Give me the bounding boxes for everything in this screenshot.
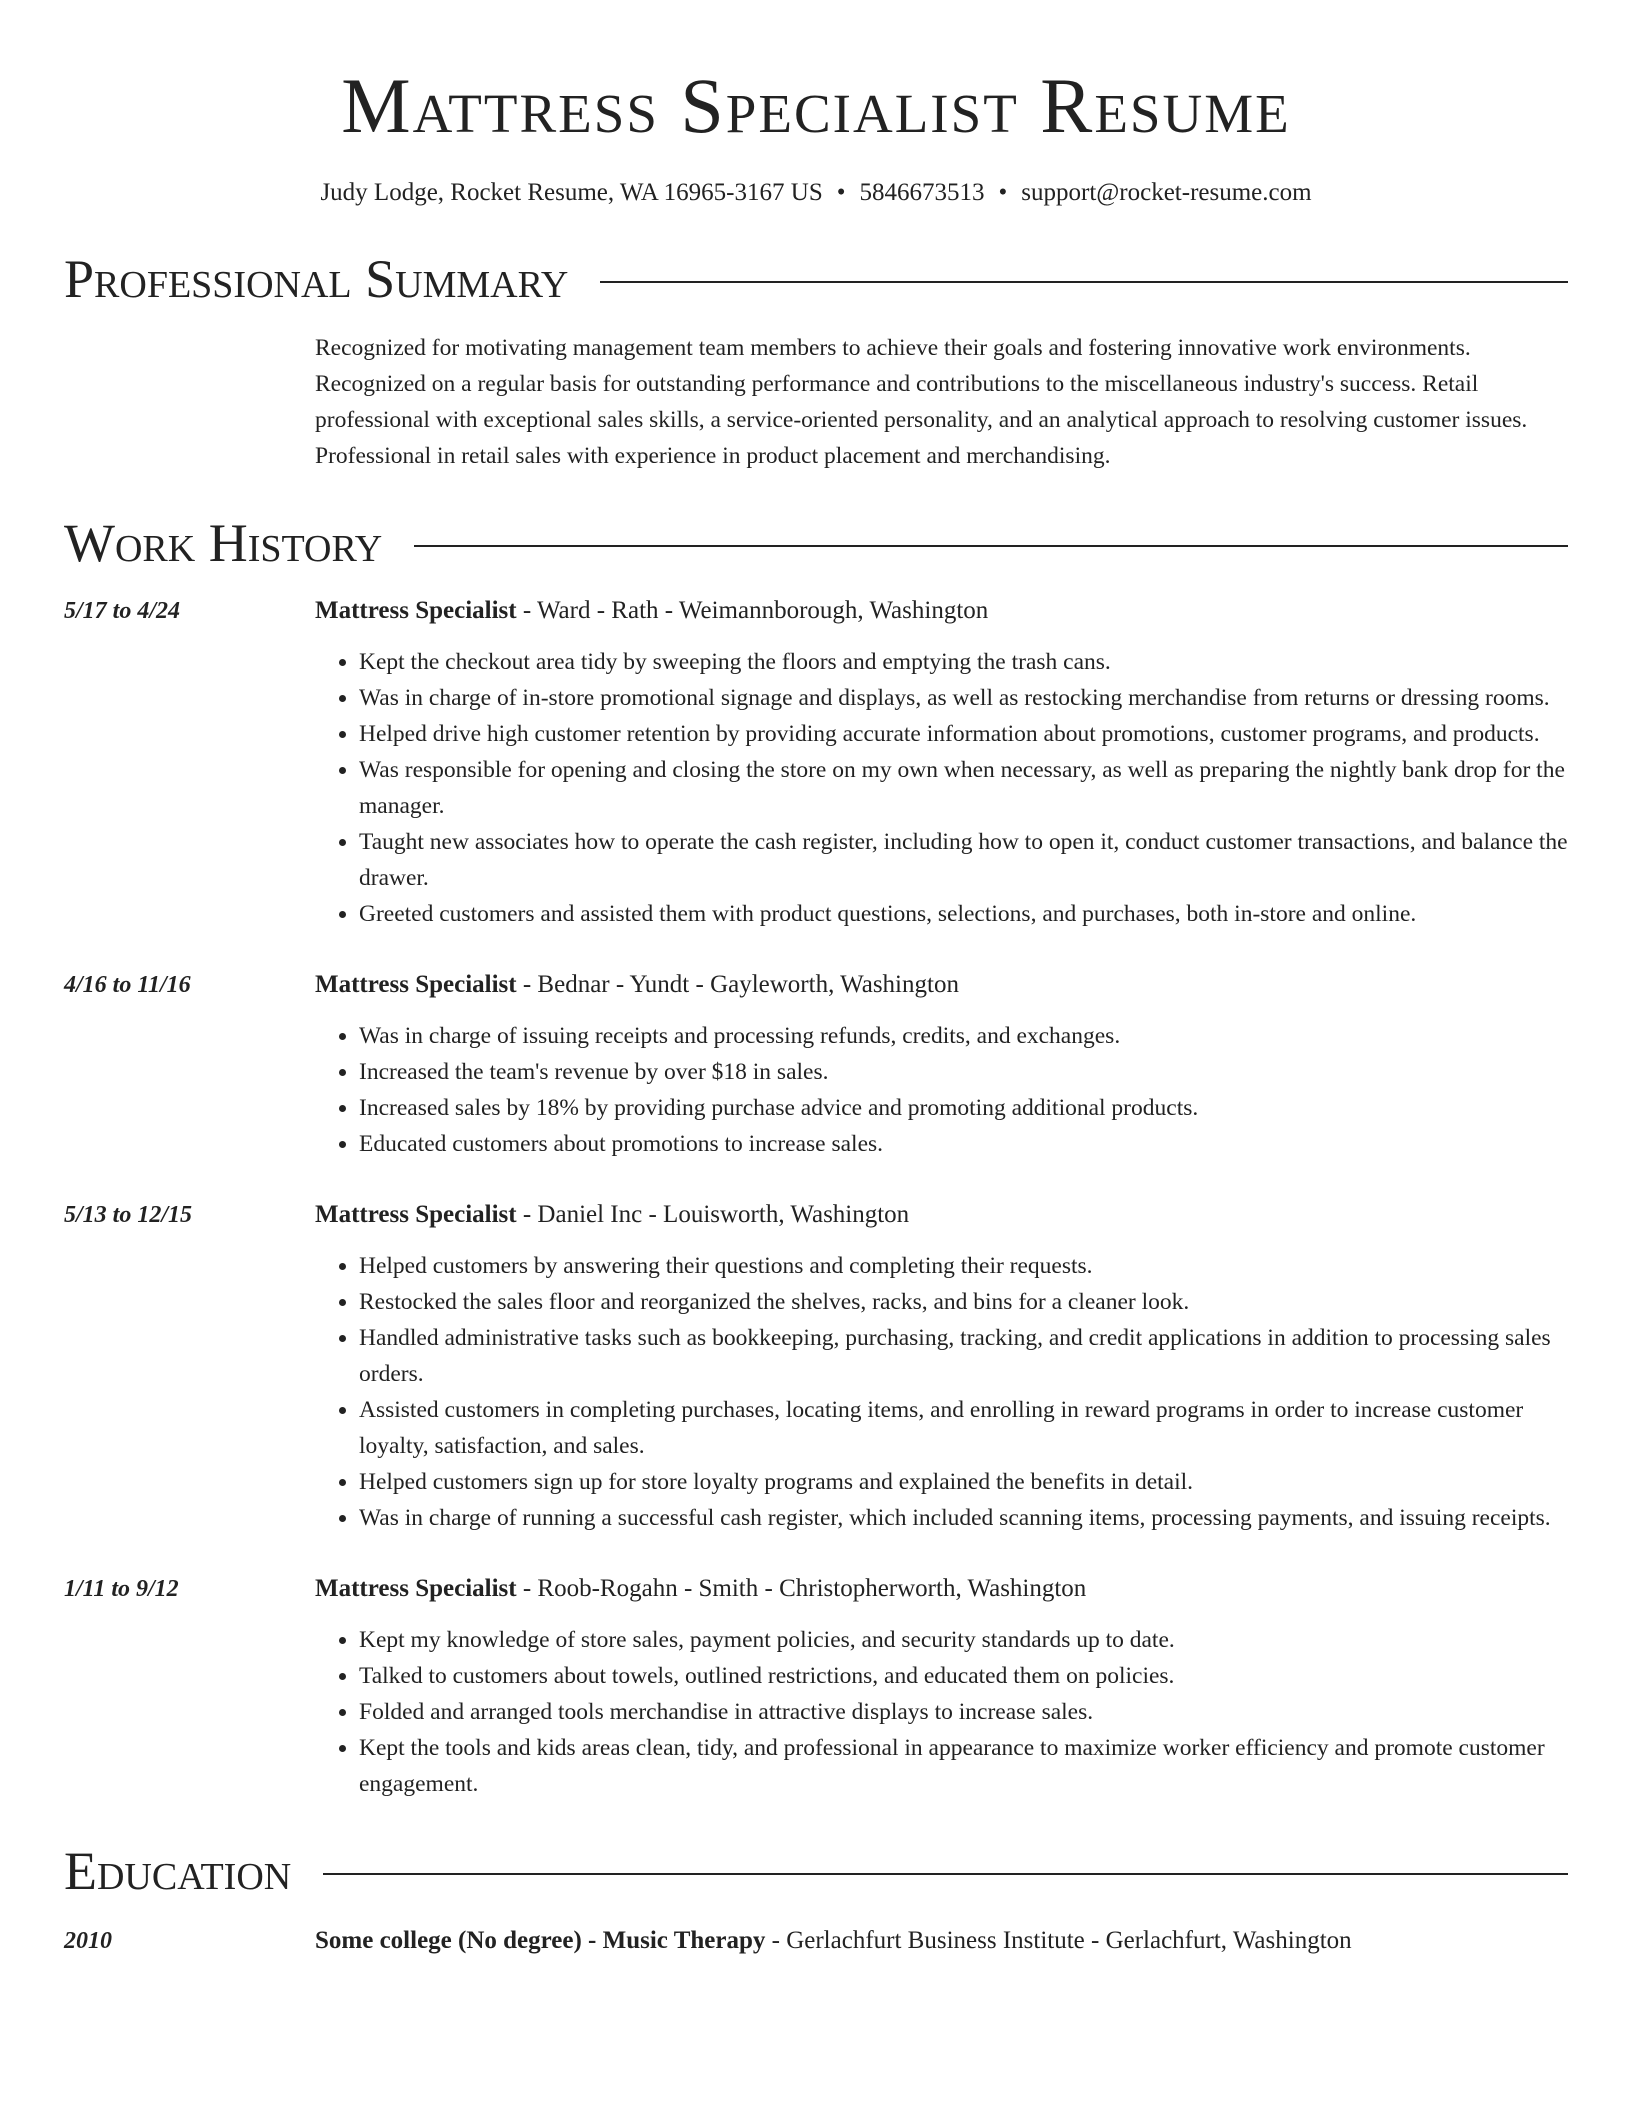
work-section-header: [64, 512, 1568, 574]
job-bullets: [315, 1248, 1568, 1536]
job-dates: 5/13 to 12/15: [64, 1202, 193, 1228]
job-entry: [64, 1198, 1568, 1536]
education-details: - Gerlachfurt Business Institute - Gerlachfurt, Washington: [765, 1927, 1352, 1954]
education-degree: Some college (No degree) - Music Therapy: [315, 1927, 766, 1954]
job-bullet: • Kept the checkout area tidy by sweeping the floors and emptying the trash cans.: [359, 644, 1568, 680]
job-title-line: [315, 1198, 1568, 1232]
summary-text: Recognized for motivating management team members to achieve their goals and fostering innovative work environments. Recognized on a regular basis for outstanding performance and contributions to the miscellaneous industry's success. Retail professional with exceptional sales skills, a service-oriented personality, and an analytical approach to resolving customer issues. Professional in retail sales with experience in product placement and merchandising.: [315, 335, 1528, 469]
education-section-title: Education: [64, 1841, 292, 1901]
job-bullet: • Handled administrative tasks such as bookkeeping, purchasing, tracking, and credit applications in addition to processing sales orders.: [359, 1320, 1568, 1392]
job-title: Mattress Specialist: [315, 1201, 517, 1228]
job-entry: [64, 594, 1568, 932]
job-details: - Ward - Rath - Weimannborough, Washington: [516, 597, 989, 624]
job-bullet: • Was in charge of issuing receipts and processing refunds, credits, and exchanges.: [359, 1018, 1568, 1054]
education-entry: [64, 1924, 1568, 1958]
education-section-header: [64, 1840, 1568, 1902]
job-details: - Roob-Rogahn - Smith - Christopherworth, Washington: [516, 1575, 1087, 1602]
job-bullet: • Kept my knowledge of store sales, payment policies, and security standards up to date.: [359, 1622, 1568, 1658]
section-divider: [414, 545, 1568, 547]
job-body: [315, 1572, 1568, 1802]
job-bullets: [315, 644, 1568, 932]
education-line: [315, 1924, 1352, 1958]
job-entry: [64, 968, 1568, 1162]
contact-line: [64, 176, 1568, 210]
resume-title: Mattress Specialist Resume: [341, 62, 1291, 149]
job-bullet: • Was in charge of in-store promotional signage and displays, as well as restocking merchandise from returns or dressing rooms.: [359, 680, 1568, 716]
job-dates: 4/16 to 11/16: [64, 972, 191, 998]
job-details: - Bednar - Yundt - Gayleworth, Washington: [516, 971, 959, 998]
job-bullet: • Greeted customers and assisted them with product questions, selections, and purchases, both in-store and online.: [359, 896, 1568, 932]
work-history-list: [64, 594, 1568, 1802]
work-section-title: Work History: [64, 513, 383, 573]
job-bullet: • Assisted customers in completing purchases, locating items, and enrolling in reward programs in order to increase customer loyalty, satisfaction, and sales.: [359, 1392, 1568, 1464]
job-details: - Daniel Inc - Louisworth, Washington: [516, 1201, 910, 1228]
job-bullet: • Folded and arranged tools merchandise in attractive displays to increase sales.: [359, 1694, 1568, 1730]
job-bullet: • Taught new associates how to operate the cash register, including how to open it, conduct customer transactions, and balance the drawer.: [359, 824, 1568, 896]
education-year: 2010: [64, 1928, 112, 1954]
job-bullets: [315, 1018, 1568, 1162]
section-divider: [600, 281, 1568, 283]
job-title-line: [315, 594, 1568, 628]
contact-address: Judy Lodge, Rocket Resume, WA 16965-3167 US: [320, 179, 823, 206]
contact-separator: •: [998, 179, 1008, 206]
job-body: [315, 594, 1568, 932]
job-title-line: [315, 968, 1568, 1002]
job-title: Mattress Specialist: [315, 597, 517, 624]
job-entry: [64, 1572, 1568, 1802]
job-bullet: • Increased the team's revenue by over $18 in sales.: [359, 1054, 1568, 1090]
job-bullets: [315, 1622, 1568, 1802]
job-title: Mattress Specialist: [315, 971, 517, 998]
job-bullet: • Helped customers sign up for store loyalty programs and explained the benefits in detail.: [359, 1464, 1568, 1500]
contact-email: support@rocket-resume.com: [1021, 179, 1312, 206]
job-bullet: • Was in charge of running a successful cash register, which included scanning items, processing payments, and issuing receipts.: [359, 1500, 1568, 1536]
job-body: [315, 1198, 1568, 1536]
job-dates: 1/11 to 9/12: [64, 1576, 179, 1602]
job-title: Mattress Specialist: [315, 1575, 517, 1602]
job-bullet: • Kept the tools and kids areas clean, tidy, and professional in appearance to maximize worker efficiency and promote customer engagement.: [359, 1730, 1568, 1802]
job-bullet: • Helped drive high customer retention by providing accurate information about promotions, customer programs, and products.: [359, 716, 1568, 752]
contact-phone: 5846673513: [859, 179, 985, 206]
summary-section-header: [64, 248, 1568, 310]
job-bullet: • Educated customers about promotions to increase sales.: [359, 1126, 1568, 1162]
section-divider: [323, 1873, 1568, 1875]
job-bullet: • Helped customers by answering their questions and completing their requests.: [359, 1248, 1568, 1284]
job-title-line: [315, 1572, 1568, 1606]
summary-section-title: Professional Summary: [64, 249, 569, 309]
job-bullet: • Increased sales by 18% by providing purchase advice and promoting additional products.: [359, 1090, 1568, 1126]
job-bullet: • Was responsible for opening and closing the store on my own when necessary, as well as preparing the nightly bank drop for the manager.: [359, 752, 1568, 824]
contact-separator: •: [836, 179, 846, 206]
job-bullet: • Talked to customers about towels, outlined restrictions, and educated them on policies.: [359, 1658, 1568, 1694]
job-dates: 5/17 to 4/24: [64, 598, 181, 624]
job-bullet: • Restocked the sales floor and reorganized the shelves, racks, and bins for a cleaner look.: [359, 1284, 1568, 1320]
job-body: [315, 968, 1568, 1162]
